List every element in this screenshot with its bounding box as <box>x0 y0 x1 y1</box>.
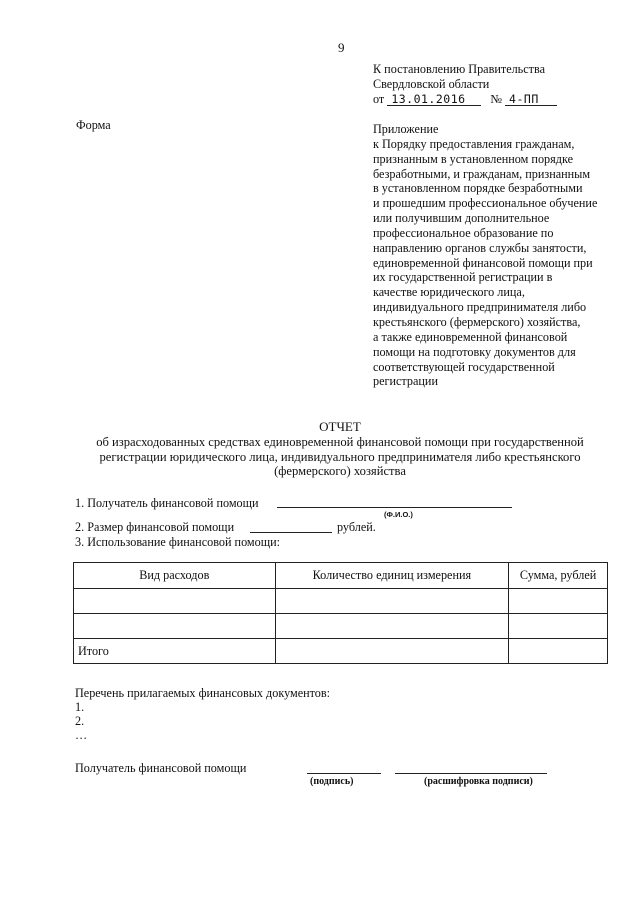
table-total-row <box>74 639 608 664</box>
appendix-block <box>373 122 623 389</box>
table-row <box>74 589 608 614</box>
table-header-cell: Сумма, рублей <box>509 563 608 589</box>
signature-label: Получатель финансовой помощи <box>75 761 247 775</box>
recipient-name-field[interactable] <box>277 507 512 508</box>
appendix-line: их государственной регистрации в <box>373 270 553 285</box>
signature-decode-caption: (расшифровка подписи) <box>424 776 533 787</box>
report-title: ОТЧЕТ <box>319 419 361 434</box>
appendix-line: Приложение <box>373 122 439 136</box>
appendix-line: безработными, и гражданам, признанным <box>373 166 591 181</box>
appendix-line: индивидуального предпринимателя либо <box>373 300 587 315</box>
appendix-line: единовременной финансовой помощи при <box>373 255 593 270</box>
decree-line-2: Свердловской области <box>373 77 490 91</box>
decree-from-prefix: от <box>373 92 385 106</box>
appendix-line: регистрации <box>373 374 438 389</box>
signature-field[interactable] <box>307 773 381 774</box>
amount-field[interactable] <box>250 532 332 533</box>
appendix-line: соответствующей государственной <box>373 359 555 374</box>
usage-label: 3. Использование финансовой помощи: <box>75 535 281 549</box>
table-row <box>74 614 608 639</box>
page-number: 9 <box>338 40 345 55</box>
amount-label: 2. Размер финансовой помощи <box>75 520 235 534</box>
decree-date: 13.01.2016 <box>387 93 481 106</box>
appendix-line: и прошедшим профессиональное обучение <box>373 196 598 211</box>
documents-heading: Перечень прилагаемых финансовых документов: <box>75 686 331 700</box>
table-cell[interactable] <box>275 589 509 614</box>
report-subtitle-line: об израсходованных средствах единовременной финансовой помощи при государственной <box>96 435 584 449</box>
amount-suffix: рублей. <box>337 520 376 534</box>
report-subtitle-line: регистрации юридического лица, индивидуального предпринимателя либо крестьянского <box>99 449 581 464</box>
documents-item: 1. <box>75 700 85 714</box>
table-cell[interactable] <box>74 614 276 639</box>
appendix-line: помощи на подготовку документов для <box>373 344 576 359</box>
report-subtitle-line: (фермерского) хозяйства <box>274 464 406 478</box>
table-cell[interactable] <box>509 614 608 639</box>
decree-reference <box>373 62 557 107</box>
appendix-line: а также единовременной финансовой <box>373 329 568 344</box>
table-cell[interactable] <box>74 589 276 614</box>
table-header-cell: Вид расходов <box>74 563 276 589</box>
recipient-label: 1. Получатель финансовой помощи <box>75 496 259 510</box>
appendix-line: направлению органов службы занятости, <box>373 240 587 255</box>
report-subtitle <box>60 435 620 479</box>
table-header-cell: Количество единиц измерения <box>275 563 509 589</box>
table-cell[interactable] <box>275 639 509 664</box>
table-cell[interactable] <box>275 614 509 639</box>
table-cell[interactable] <box>509 589 608 614</box>
appendix-line: к Порядку предоставления гражданам, <box>373 136 575 151</box>
appendix-line: крестьянского (фермерского) хозяйства, <box>373 314 581 329</box>
appendix-line: в установленном порядке безработными <box>373 181 583 196</box>
documents-item: 2. <box>75 714 85 728</box>
documents-item: … <box>75 728 88 742</box>
decree-number-prefix: № <box>490 92 502 106</box>
expenses-table <box>73 562 608 664</box>
appendix-line: признанным в установленном порядке <box>373 151 573 166</box>
table-cell[interactable] <box>509 639 608 664</box>
appendix-line: или получившим дополнительное <box>373 211 550 226</box>
decree-number: 4-ПП <box>505 93 557 106</box>
signature-decode-field[interactable] <box>395 773 547 774</box>
decree-date-line <box>373 92 557 107</box>
appendix-line: качестве юридического лица, <box>373 285 525 300</box>
fio-caption: (Ф.И.О.) <box>384 510 413 519</box>
table-header-row <box>74 563 608 589</box>
decree-line-1: К постановлению Правительства <box>373 62 545 76</box>
appendix-line: профессиональное образование по <box>373 225 554 240</box>
table-total-label: Итого <box>74 639 276 664</box>
form-label: Форма <box>76 118 111 132</box>
signature-caption: (подпись) <box>310 776 354 787</box>
